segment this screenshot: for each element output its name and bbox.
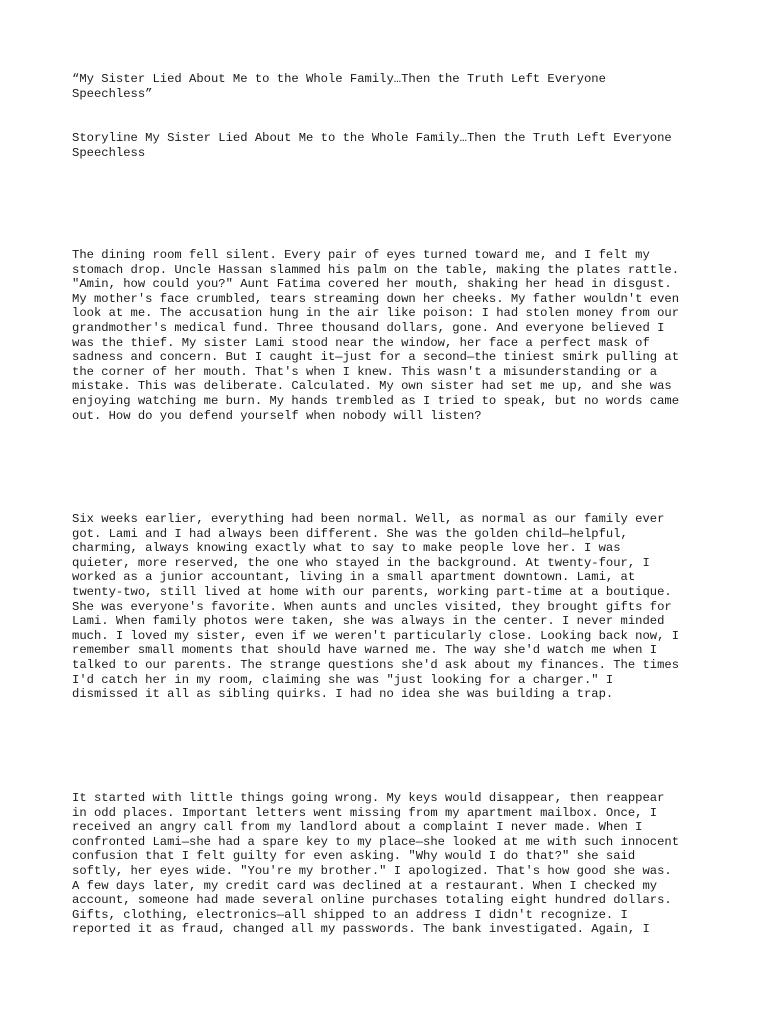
paragraph-1: The dining room fell silent. Every pair of eyes turned toward me, and I felt my stomach drop. Uncle Hassan slammed his palm on the table, making the plates rattle. "Amin, how could you?" Aunt Fatima covered her mouth, shaking her head in disgust. My mother's face crumbled, tears streaming down her cheeks. My father wouldn't even look at me. The accusation hung in the air like poison: I had stolen money from our grandmother's medical fund. Three thousand dollars, gone. And everyone believed I was the thief. My sister Lami stood near the window, her face a perfect mask of sadness and concern. But I caught it—just for a second—the tiniest smirk pulling at the corner of her mouth. That's when I knew. This wasn't a misunderstanding or a mistake. This was deliberate. Calculated. My own sister had set me up, and she was enjoying watching me burn. My hands trembled as I tried to speak, but no words came out. How do you defend yourself when nobody will listen?	[72, 248, 680, 423]
document-title: “My Sister Lied About Me to the Whole Family…Then the Truth Left Everyone Speechless”	[72, 72, 606, 101]
paragraph-2: Six weeks earlier, everything had been normal. Well, as normal as our family ever got. Lami and I had always been different. She was the golden child—helpful, charming, always knowing exactly what to say to make people love her. I was quieter, more reserved, the one who stayed in the background. At twenty-four, I worked as a junior accountant, living in a small apartment downtown. Lami, at twenty-two, still lived at home with our parents, working part-time at a boutique. She was everyone's favorite. When aunts and uncles visited, they brought gifts for Lami. When family photos were taken, she was always in the center. I never minded much. I loved my sister, even if we weren't particularly close. Looking back now, I remember small moments that should have warned me. The way she'd watch me when I talked to our parents. The strange questions she'd ask about my finances. The times I'd catch her in my room, claiming she was "just looking for a charger." I dismissed it all as sibling quirks. I had no idea she was building a trap.	[72, 512, 680, 702]
storyline-heading: Storyline My Sister Lied About Me to the Whole Family…Then the Truth Left Everyone Speechless	[72, 131, 672, 160]
paragraph-3: It started with little things going wrong. My keys would disappear, then reappear in odd places. Important letters went missing from my apartment mailbox. Once, I received an angry call from my landlord about a complaint I never made. When I confronted Lami—she had a spare key to my place—she looked at me with such innocent confusion that I felt guilty for even asking. "Why would I do that?" she said softly, her eyes wide. "You're my brother." I apologized. That's how good she was. A few days later, my credit card was declined at a restaurant. When I checked my account, someone had made several online purchases totaling eight hundred dollars. Gifts, clothing, electronics—all shipped to an address I didn't recognize. I reported it as fraud, changed all my passwords. The bank investigated. Again, I	[72, 791, 680, 937]
